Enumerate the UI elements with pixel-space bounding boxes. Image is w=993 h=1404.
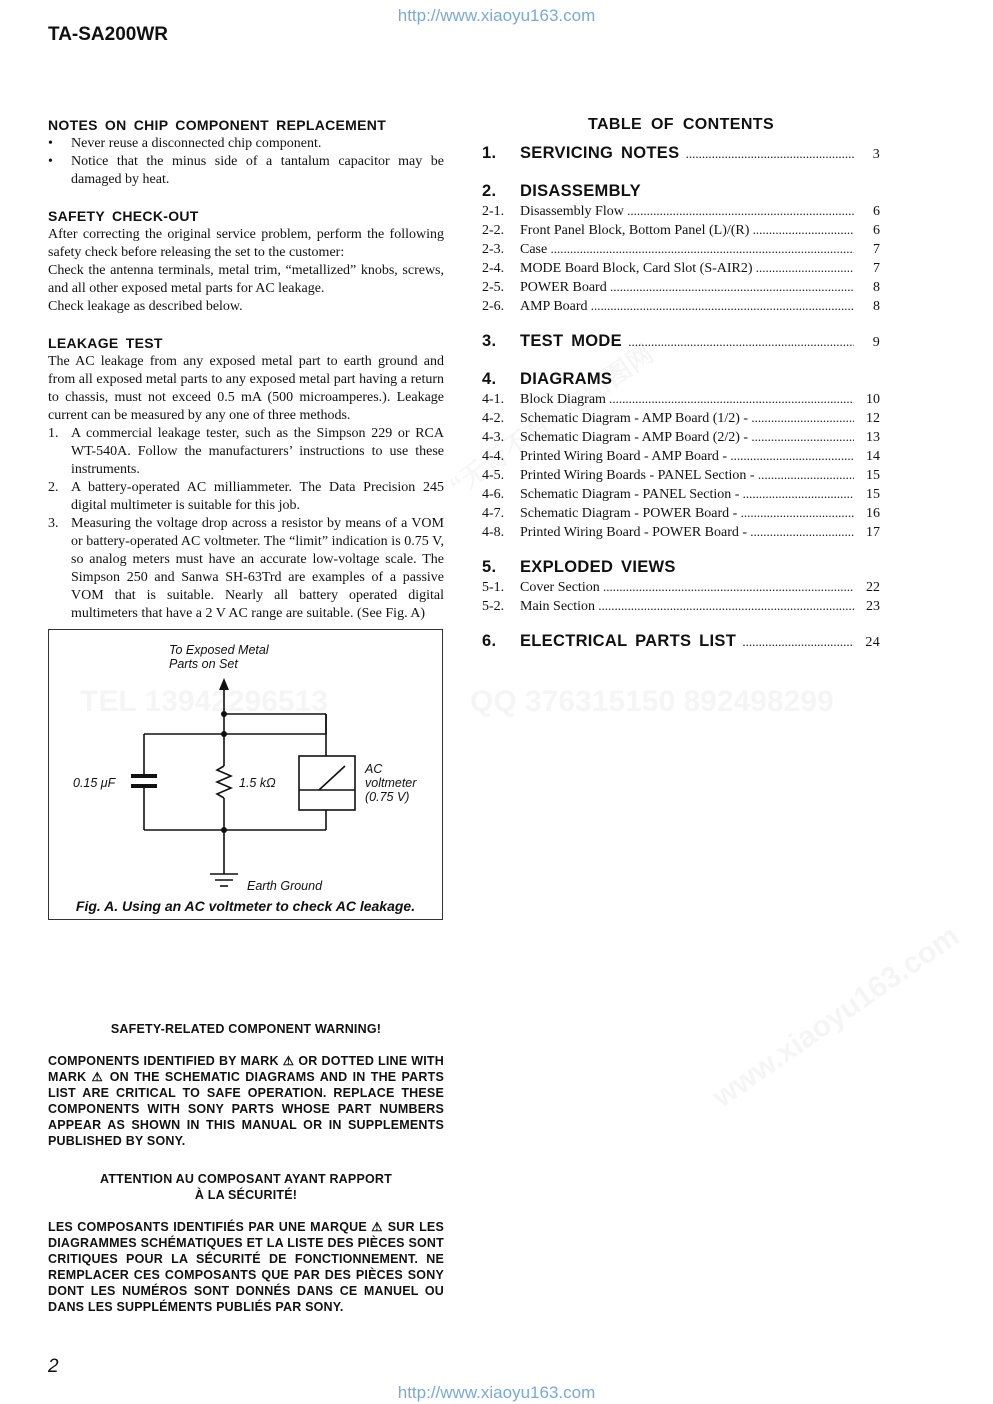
toc-section-title: EXPLODED VIEWS	[520, 558, 676, 576]
toc-item-title: Main Section	[520, 599, 596, 614]
toc-item[interactable]	[482, 390, 880, 409]
warning-english-title: SAFETY-RELATED COMPONENT WARNING!	[110, 1022, 382, 1036]
toc-item-number: 2-1.	[482, 204, 505, 219]
label-exposed-metal: To Exposed Metal Parts on Set	[169, 643, 269, 671]
toc-item-number: 4-4.	[482, 449, 505, 464]
junction-dot-link	[221, 711, 227, 717]
list-item	[48, 425, 444, 479]
toc-item-title: AMP Board	[520, 299, 588, 314]
toc-item[interactable]	[482, 278, 880, 297]
toc-item[interactable]	[482, 466, 880, 485]
toc-item-title: Schematic Diagram - POWER Board -	[520, 506, 738, 521]
safety-checkout-paragraph: After correcting the original service problem, perform the following safety check before releasing the set to the customer:	[48, 227, 444, 260]
bullet-mark: •	[48, 136, 53, 151]
toc-page-number: 13	[866, 430, 880, 445]
toc-page-number: 16	[866, 506, 880, 521]
toc-page-number: 7	[873, 261, 880, 276]
toc-item-number: 5-1.	[482, 580, 505, 595]
junction-dot-bottom	[221, 827, 227, 833]
resistor-zigzag	[217, 766, 231, 798]
toc-body	[482, 142, 880, 654]
list-item	[48, 153, 444, 189]
toc-item[interactable]	[482, 523, 880, 542]
table-of-contents	[482, 116, 880, 654]
model-number: TA-SA200WR	[48, 24, 168, 45]
toc-item[interactable]	[482, 597, 880, 616]
toc-item[interactable]	[482, 297, 880, 316]
toc-item-title: POWER Board	[520, 280, 607, 295]
list-item	[48, 479, 444, 515]
toc-item[interactable]	[482, 428, 880, 447]
toc-page-number: 14	[866, 449, 880, 464]
voltmeter-needle	[319, 766, 345, 790]
notes-chip-list	[48, 135, 444, 189]
junction-dot-top	[221, 731, 227, 737]
toc-page-number: 17	[866, 525, 880, 540]
toc-item[interactable]	[482, 202, 880, 221]
toc-section-number: 4.	[482, 370, 497, 388]
safety-checkout-title: SAFETY CHECK-OUT	[48, 208, 199, 224]
toc-item[interactable]	[482, 447, 880, 466]
toc-item-number: 4-7.	[482, 506, 505, 521]
page-number: 2	[48, 1356, 59, 1377]
bullet-mark: •	[48, 154, 53, 169]
toc-section-number: 6.	[482, 632, 497, 650]
toc-page-number: 23	[866, 599, 880, 614]
toc-item[interactable]	[482, 240, 880, 259]
watermark-qq	[470, 685, 834, 719]
list-item	[48, 135, 444, 153]
toc-section-title: ELECTRICAL PARTS LIST	[520, 632, 737, 650]
leakage-methods-list	[48, 425, 444, 623]
figure-a-leakage-circuit	[48, 629, 443, 920]
toc-item-number: 4-1.	[482, 392, 505, 407]
toc-section-6[interactable]	[482, 630, 880, 654]
toc-item-title: Schematic Diagram - AMP Board (2/2) -	[520, 430, 749, 445]
toc-item[interactable]	[482, 259, 880, 278]
toc-page-number: 6	[873, 223, 880, 238]
figure-caption: Fig. A. Using an AC voltmeter to check AC leakage.	[75, 898, 416, 914]
label-resistor: 1.5 kΩ	[239, 776, 276, 790]
watermark-site	[707, 919, 966, 1115]
toc-item-number: 2-5.	[482, 280, 505, 295]
list-item-text: A battery-operated AC milliammeter. The Data Precision 245 digital multimeter is suitable for this job.	[71, 480, 444, 513]
toc-item-number: 4-6.	[482, 487, 505, 502]
toc-item-number: 5-2.	[482, 599, 505, 614]
toc-item[interactable]	[482, 504, 880, 523]
list-item-number: 3.	[48, 516, 59, 531]
toc-page-number: 15	[866, 487, 880, 502]
toc-item-title: MODE Board Block, Card Slot (S-AIR2)	[520, 261, 753, 276]
toc-title: TABLE OF CONTENTS	[587, 116, 775, 133]
toc-item-title: Schematic Diagram - PANEL Section -	[520, 487, 740, 502]
list-item	[48, 515, 444, 623]
list-item-text: Measuring the voltage drop across a resistor by means of a VOM or battery-operated AC voltmeter. The “limit” indication is 0.75 V, so analog meters must have an accurate low-voltage scale. The Simpson 250 and Sanwa SH-63Trd are examples of a passive VOM that is suitable. Nearly all battery operated digital multimeters that have a 2 V AC range are suitable. (See Fig. A)	[71, 516, 444, 621]
toc-section-title: DISASSEMBLY	[520, 182, 641, 200]
toc-section-number: 5.	[482, 558, 497, 576]
toc-item-title: Printed Wiring Boards - PANEL Section -	[520, 468, 755, 483]
list-item-text: Never reuse a disconnected chip component.	[71, 136, 322, 151]
toc-item-number: 4-8.	[482, 525, 505, 540]
toc-item-number: 4-3.	[482, 430, 505, 445]
toc-section-2[interactable]	[482, 180, 880, 202]
list-item-text: A commercial leakage tester, such as the Simpson 229 or RCA WT-540A. Follow the manufacturers’ instructions to use these instruments.	[71, 426, 444, 477]
toc-section-title: TEST MODE	[520, 332, 622, 350]
toc-section-3[interactable]	[482, 330, 880, 354]
toc-item-title: Case	[520, 242, 548, 257]
toc-page-number: 9	[872, 335, 880, 350]
toc-item-title: Block Diagram	[520, 392, 606, 407]
label-capacitor: 0.15 μF	[73, 776, 116, 790]
toc-section-number: 1.	[482, 144, 497, 162]
header-url[interactable]: http://www.xiaoyu163.com	[397, 6, 596, 25]
toc-item-number: 2-3.	[482, 242, 505, 257]
toc-page-number: 12	[866, 411, 880, 426]
list-item-number: 2.	[48, 480, 59, 495]
toc-page-number: 24	[865, 635, 880, 650]
toc-item[interactable]	[482, 409, 880, 428]
toc-section-4[interactable]	[482, 368, 880, 390]
label-voltmeter: AC voltmeter (0.75 V)	[365, 762, 417, 804]
warning-english-body: COMPONENTS IDENTIFIED BY MARK ⚠ OR DOTTED LINE WITH MARK ⚠ ON THE SCHEMATIC DIAGRAMS AND IN THE PARTS LIST ARE CRITICAL TO SAFE OPERATION. REPLACE THESE COMPONENTS WITH SONY PARTS WHOSE PART NUMBERS APPEAR AS SHOWN IN THIS MANUAL OR IN SUPPLEMENTS PUBLISHED BY SONY.	[48, 1054, 444, 1148]
toc-item[interactable]	[482, 221, 880, 240]
toc-section-number: 3.	[482, 332, 497, 350]
toc-item-title: Cover Section	[520, 580, 600, 595]
arrow-up-icon	[219, 678, 229, 690]
toc-page-number: 7	[873, 242, 880, 257]
notes-chip-title: NOTES ON CHIP COMPONENT REPLACEMENT	[48, 117, 387, 133]
toc-section-5[interactable]	[482, 556, 880, 578]
toc-page-number: 10	[866, 392, 880, 407]
warning-french	[48, 1171, 444, 1315]
toc-item-number: 2-2.	[482, 223, 505, 238]
toc-item-number: 4-2.	[482, 411, 505, 426]
toc-section-title: SERVICING NOTES	[520, 144, 680, 162]
toc-section-1[interactable]	[482, 142, 880, 166]
warning-french-title-1: ATTENTION AU COMPOSANT AYANT RAPPORT	[100, 1172, 392, 1186]
toc-page-number: 6	[873, 204, 880, 219]
footer-url[interactable]: http://www.xiaoyu163.com	[397, 1383, 596, 1402]
toc-item-title: Printed Wiring Board - AMP Board -	[520, 449, 728, 464]
toc-section-number: 2.	[482, 182, 497, 200]
warning-french-body: LES COMPOSANTS IDENTIFIÉS PAR UNE MARQUE ⚠ SUR LES DIAGRAMMES SCHÉMATIQUES ET LA LISTE DES PIÈCES SONT CRITIQUES POUR LA SÉCURITÉ DE FONCTIONNEMENT. NE REMPLACER CES COMPOSANTS QUE PAR DES PIÈCES SONY DONT LES NUMÉROS SONT DONNÉS DANS CE MANUEL OU DANS LES SUPPLÉMENTS PUBLIÉS PAR SONY.	[48, 1220, 444, 1314]
leakage-test-intro: The AC leakage from any exposed metal part to earth ground and from all exposed metal parts to any exposed metal part having a return to chassis, must not exceed 0.5 mA (500 microamperes.). Leakage current can be measured by any one of three methods.	[48, 354, 444, 423]
label-earth-ground: Earth Ground	[247, 879, 323, 893]
toc-item-title: Schematic Diagram - AMP Board (1/2) -	[520, 411, 749, 426]
toc-item-number: 4-5.	[482, 468, 505, 483]
safety-checkout-paragraph: Check the antenna terminals, metal trim, “metallized” knobs, screws, and all other exposed metal parts for AC leakage.	[48, 263, 444, 296]
left-column	[48, 116, 444, 920]
toc-item-number: 2-6.	[482, 299, 505, 314]
safety-checkout-paragraph: Check leakage as described below.	[48, 299, 243, 314]
toc-item[interactable]	[482, 485, 880, 504]
toc-item-number: 2-4.	[482, 261, 505, 276]
warning-french-title-2: À LA SÉCURITÉ!	[194, 1188, 298, 1202]
list-item-text: Notice that the minus side of a tantalum capacitor may be damaged by heat.	[71, 154, 444, 187]
leakage-test-title: LEAKAGE TEST	[48, 335, 163, 351]
toc-page-number: 8	[873, 299, 880, 314]
toc-section-title: DIAGRAMS	[520, 370, 613, 388]
toc-item-title: Printed Wiring Board - POWER Board -	[520, 525, 748, 540]
toc-page-number: 8	[873, 280, 880, 295]
toc-item-title: Disassembly Flow	[520, 204, 624, 219]
toc-page-number: 15	[866, 468, 880, 483]
warning-english	[48, 1021, 444, 1149]
list-item-number: 1.	[48, 426, 59, 441]
toc-page-number: 3	[872, 147, 880, 162]
toc-item[interactable]	[482, 578, 880, 597]
toc-page-number: 22	[866, 580, 880, 595]
toc-item-title: Front Panel Block, Bottom Panel (L)/(R)	[520, 223, 750, 238]
